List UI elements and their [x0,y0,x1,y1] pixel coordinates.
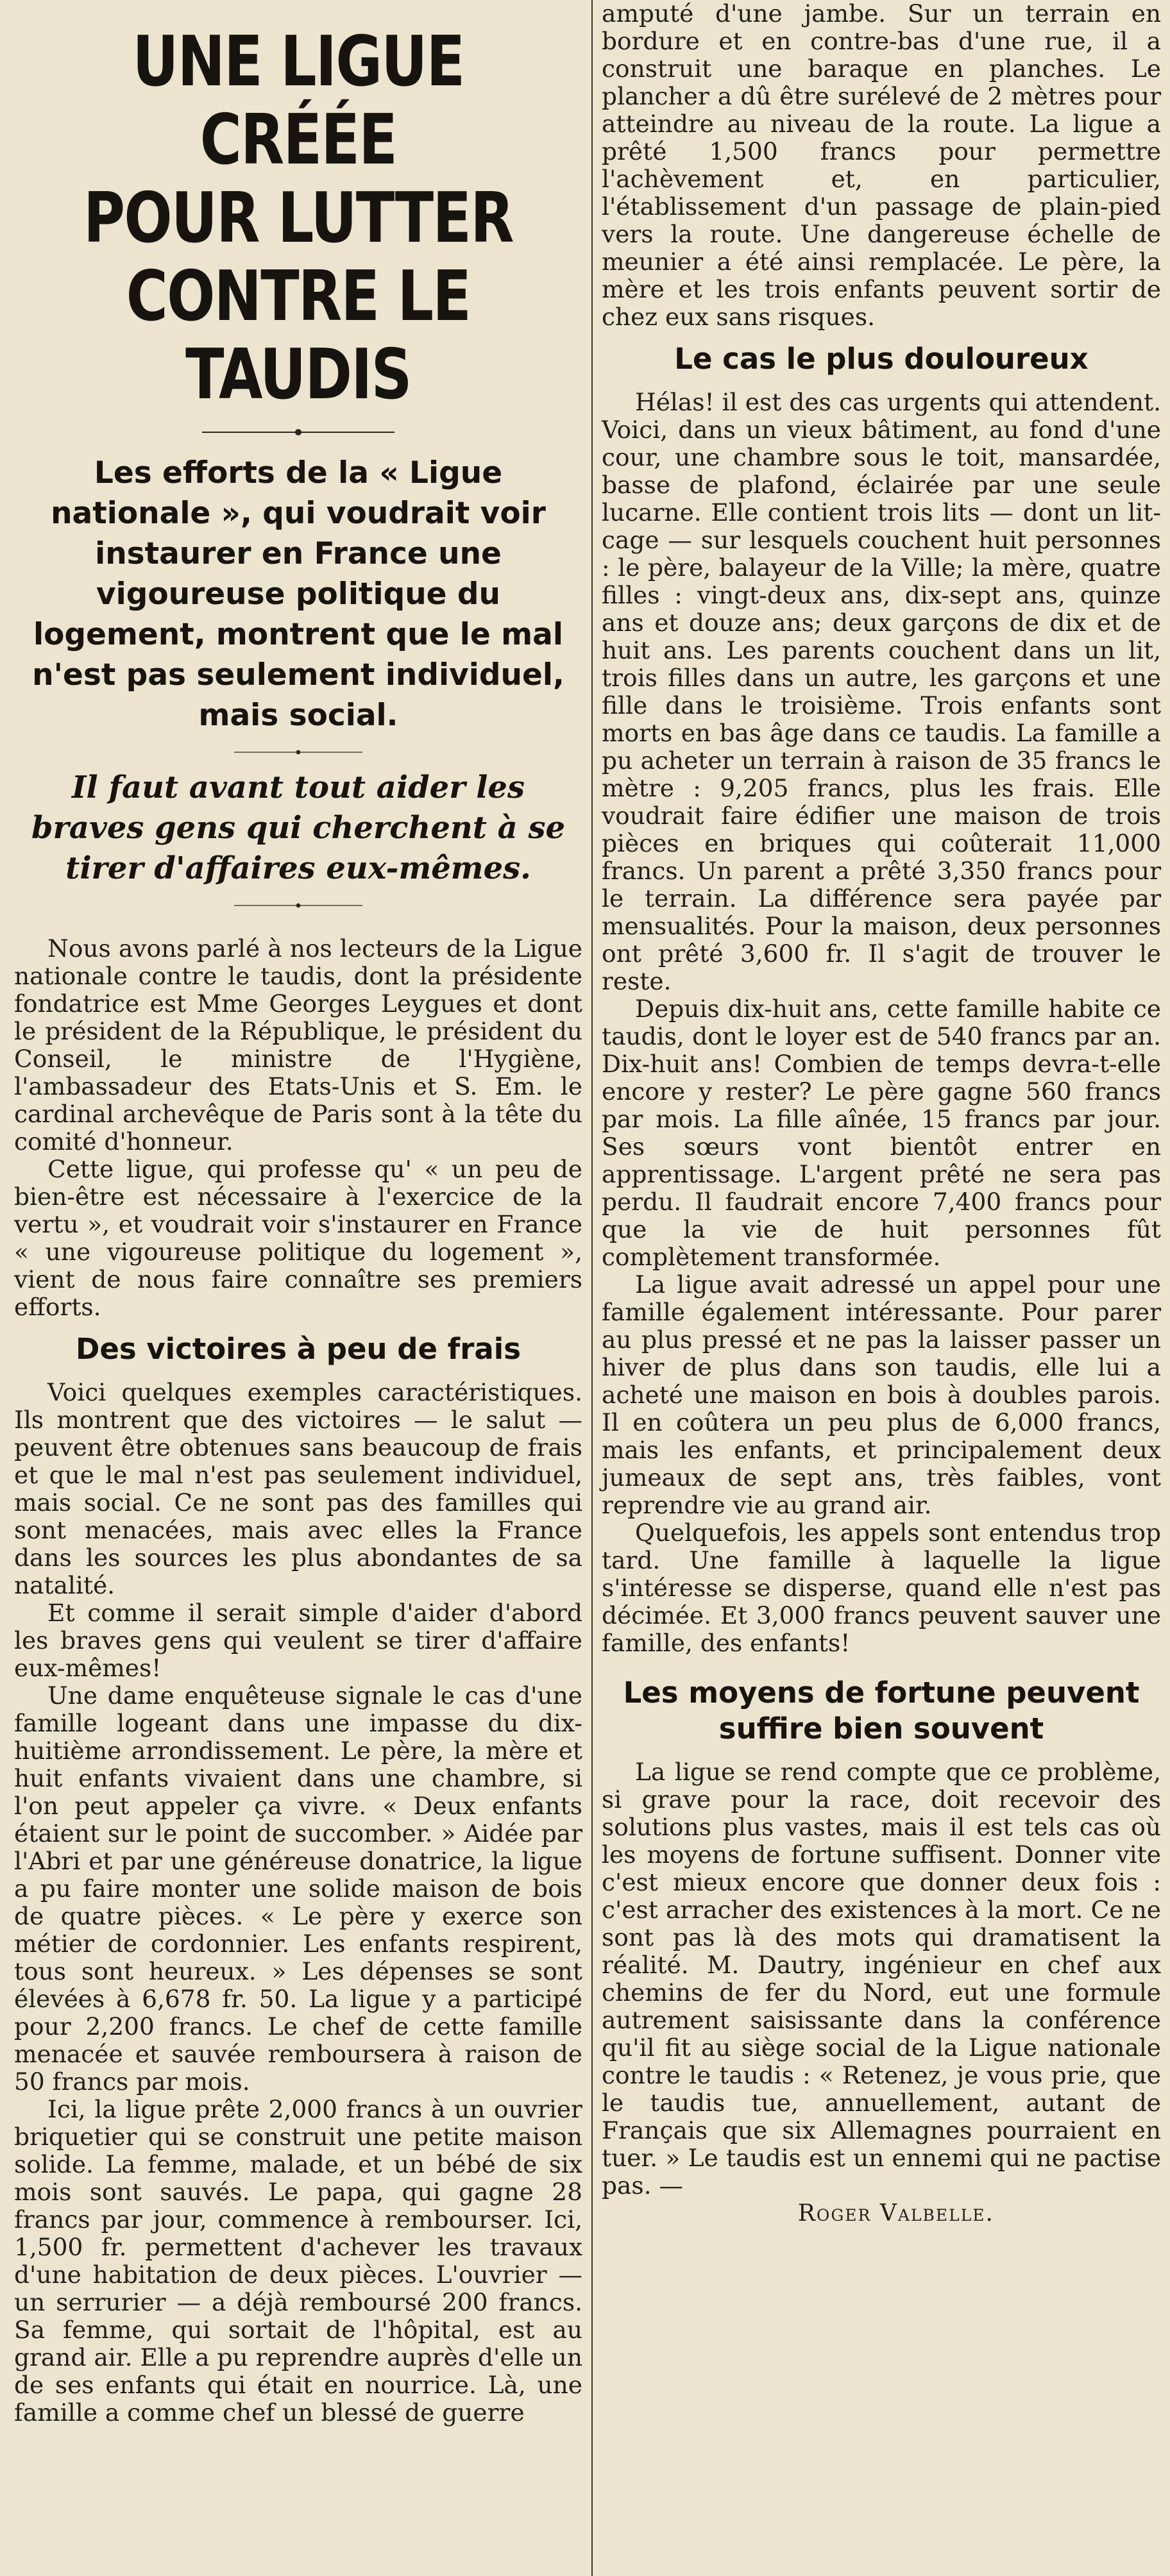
headline-line: UNE LIGUE CRÉÉE [132,22,464,180]
body-paragraph: Voici quelques exemples caractéristiques. Ils montrent que des victoires — le salut — peuvent être obtenues sans beaucoup de frais et que le mal n'est pas seulement individuel, mais social. Ce ne sont pas des familles qui sont menacées, mais avec elles la France dans les sources les plus abondantes de sa natalité. [14,1378,582,1599]
headline-line: POUR LUTTER [83,178,513,258]
ornament-rule [202,428,394,436]
deck-italic: Il faut avant tout aider les braves gens qui cherchent à se tirer d'affaires eux-mêmes. [31,770,566,886]
body-paragraph: Depuis dix-huit ans, cette famille habite ce taudis, dont le loyer est de 540 francs par an. Dix-huit ans! Combien de temps devra-t-elle encore y rester? Le père gagne 560 francs par mois. La fille aînée, 15 francs par jour. Ses sœurs vont bientôt entrer en apprentissage. L'argent prêté ne sera pas perdu. Il faudrait encore 7,400 francs pour que la vie de huit personnes fût complètement transformée. [602,995,1161,1271]
ornament-rule [234,748,362,756]
ornament-rule [234,902,362,909]
body-paragraph: Une dame enquêteuse signale le cas d'une famille logeant dans une impasse du dix-huitième arrondissement. Le père, la mère et huit enfants vivaient dans une chambre, si l'on peut appeler ça vivre. « Deux enfants étaient sur le point de succomber. » Aidée par l'Abri et par une généreuse donatrice, la ligue a pu faire monter une solide maison de bois de quatre pièces. « Le père y exerce son métier de cordonnier. Les enfants respirent, tous sont heureux. » Les dépenses se sont élevées à 6,678 fr. 50. La ligue y a participé pour 2,200 francs. Le chef de cette famille menacée et sauvée remboursera à raison de 50 francs par mois. [14,1681,582,2096]
body-paragraph: Hélas! il est des cas urgents qui attendent. Voici, dans un vieux bâtiment, au fond d'une cour, une chambre sous le toit, mansardée, basse de plafond, éclairée par une seule lucarne. Elle contient trois lits — dont un lit-cage — sur lesquels couchent huit personnes : le père, balayeur de la Ville; la mère, quatre filles : vingt-deux ans, dix-sept ans, quinze ans et douze ans; deux garçons de dix et de huit ans. Les parents couchent dans un lit, trois filles dans un autre, les garçons et une fille dans le troisième. Trois enfants sont morts en bas âge dans ce taudis. La famille a pu acheter un terrain à raison de 35 francs le mètre : 9,205 francs, plus les frais. Elle voudrait faire édifier une maison de trois pièces en briques qui coûterait 11,000 francs. Un parent a prêté 3,350 francs pour le terrain. La différence sera payée par mensualités. Pour la maison, deux personnes ont prêté 3,600 fr. Il s'agit de trouver le reste. [602,388,1161,995]
body-paragraph: La ligue avait adressé un appel pour une famille également intéressante. Pour parer au plus pressé et ne pas la laisser passer un hiver de plus dans son taudis, elle lui a acheté une maison en bois à doubles parois. Il en coûtera un peu plus de 6,000 francs, mais les enfants, et principalement deux jumeaux de sept ans, très faibles, vont reprendre vie au grand air. [602,1270,1161,1519]
deck: Les efforts de la « Ligue nationale », qui voudrait voir instaurer en France une vigoureuse politique du logement, montrent que le mal n'est pas seulement individuel, mais social. [32,455,564,733]
intro-paragraph: Nous avons parlé à nos lecteurs de la Ligue nationale contre le taudis, dont la présidente fondatrice est Mme Georges Leygues et dont le président de la République, le président du Conseil, le ministre de l'Hygiène, l'ambassadeur des Etats-Unis et S. Em. le cardinal archevêque de Paris sont à la tête du comité d'honneur. [14,934,582,1156]
body-paragraph: amputé d'une jambe. Sur un terrain en bordure et en contre-bas d'une rue, il a construit une baraque en planches. Le plancher a dû être surélevé de 2 mètres pour atteindre au niveau de la route. La ligue a prêté 1,500 francs pour permettre l'achèvement et, en particulier, l'établissement d'un passage de plain-pied vers la route. Une dangereuse échelle de meunier a été ainsi remplacée. Le père, la mère et les trois enfants peuvent sortir de chez eux sans risques. [602,0,1161,331]
body-paragraph: La ligue se rend compte que ce problème, si grave pour la race, doit recevoir des solutions plus vastes, mais il est tels cas où les moyens de fortune suffisent. Donner vite c'est mieux encore que donner deux fois : c'est arracher des existences à la mort. Ce ne sont pas là des mots qui dramatisent la réalité. M. Dautry, ingénieur en chef aux chemins de fer du Nord, eut une formule autrement saisissante dans la conférence qu'il fit au siège social de la Ligue nationale contre le taudis : « Retenez, je vous prie, que le taudis tue, annuellement, autant de Français que six Allemagnes pourraient en tuer. » Le taudis est un ennemi qui ne pactise pas. — [602,1758,1161,2200]
headline-line: CONTRE LE TAUDIS [126,257,471,415]
right-column [593,0,1170,2576]
section-title: Des victoires à peu de frais [76,1332,521,1366]
body-paragraph: Ici, la ligue prête 2,000 francs à un ouvrier briquetier qui se construit une petite maison solide. La femme, malade, et un bébé de six mois sont sauvés. Le papa, qui gagne 28 francs par jour, commence à rembourser. Ici, 1,500 fr. permettent d'achever les travaux d'une habitation de deux pièces. L'ouvrier — un serrurier — a déjà remboursé 200 francs. Sa femme, qui sortait de l'hôpital, est au grand air. Elle a pu reprendre auprès d'elle un de ses enfants qui était en nourrice. Là, une famille a comme chef un blessé de guerre [14,2095,582,2427]
section-title: Le cas le plus douloureux [674,342,1089,376]
byline: Roger Valbelle. [797,2200,994,2227]
headline [65,23,532,414]
section-title: Les moyens de fortune peuvent suffire bien souvent [623,1676,1140,1746]
body-paragraph: Et comme il serait simple d'aider d'abord les braves gens qui veulent se tirer d'affaire eux-mêmes! [14,1599,582,1682]
intro-paragraph: Cette ligue, qui professe qu' « un peu de bien-être est nécessaire à l'exercice de la vertu », et voudrait voir s'instaurer en France « une vigoureuse politique du logement », vient de nous faire connaître ses premiers efforts. [14,1155,582,1321]
body-paragraph: Quelquefois, les appels sont entendus trop tard. Une famille à laquelle la ligue s'intéresse se disperse, quand elle n'est pas décimée. Et 3,000 francs peuvent sauver une famille, des enfants! [602,1519,1161,1657]
